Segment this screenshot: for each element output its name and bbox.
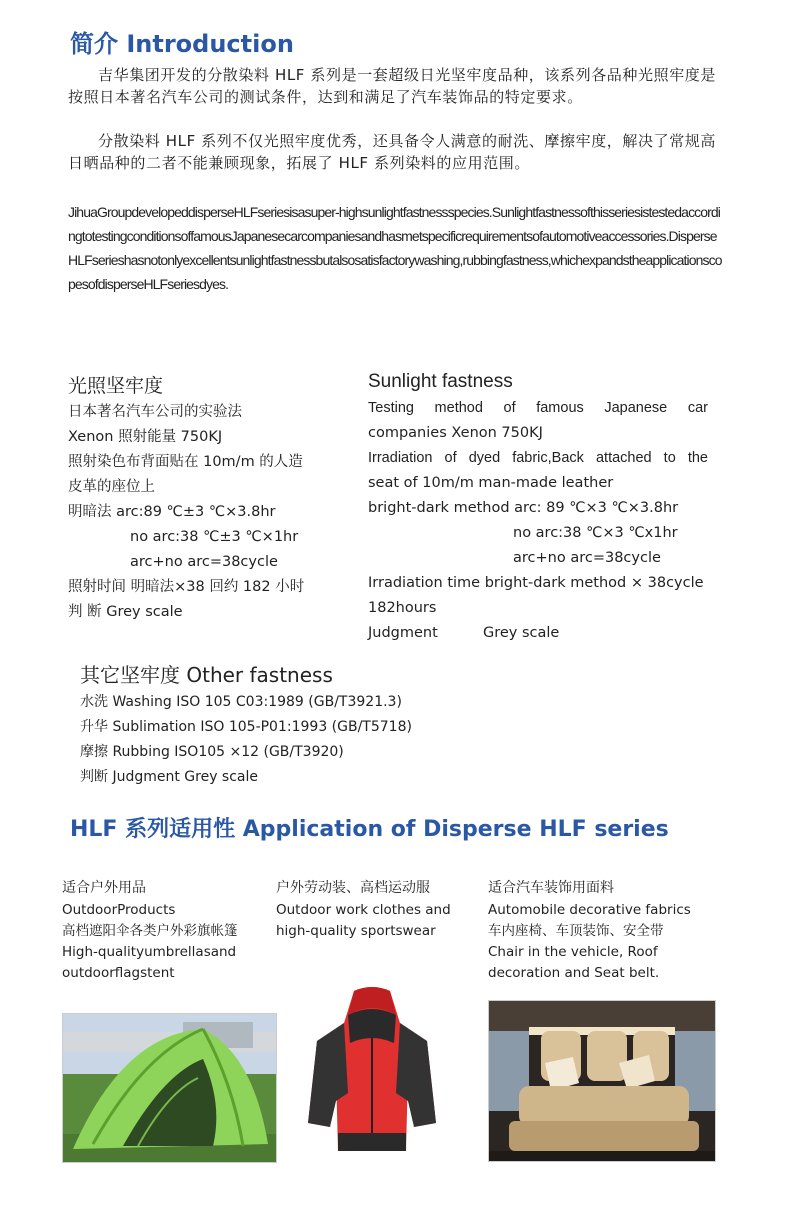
sunlight-zh-line: 日本著名汽车公司的实验法 bbox=[68, 404, 242, 420]
app-col-heading: 适合汽车装饰用面料 bbox=[488, 880, 614, 896]
application-col-automobile bbox=[488, 876, 718, 984]
application-title: HLF 系列适用性 Application of Disperse HLF series bbox=[70, 817, 669, 842]
intro-title: 简介 Introduction bbox=[70, 30, 294, 58]
sunlight-en-block bbox=[368, 368, 708, 646]
jacket-illustration bbox=[302, 983, 442, 1155]
other-fastness-line: 水洗 Washing ISO 105 C03:1989 (GB/T3921.3) bbox=[80, 694, 402, 710]
sunlight-en-title: Sunlight fastness bbox=[368, 371, 513, 392]
app-col-line: 车内座椅、车顶装饰、安全带 bbox=[488, 923, 664, 939]
sunlight-en-line: 182hours bbox=[368, 600, 437, 616]
sunlight-zh-line: 皮革的座位上 bbox=[68, 479, 155, 495]
sunlight-zh-line: 明暗法 arc:89 ℃±3 ℃×3.8hr bbox=[68, 504, 276, 520]
sunlight-zh-line: 照射染色布背面贴在 10m/m 的人造 bbox=[68, 454, 303, 470]
tent-illustration bbox=[63, 1014, 276, 1162]
sunlight-en-line: Testing method of famous Japanese car bbox=[368, 400, 708, 416]
sunlight-en-line: Irradiation of dyed fabric,Back attached to the bbox=[368, 450, 708, 466]
other-fastness-line: 升华 Sublimation ISO 105-P01:1993 (GB/T5718) bbox=[80, 719, 412, 735]
sunlight-zh-line: Xenon 照射能量 750KJ bbox=[68, 429, 223, 445]
car-interior-illustration bbox=[489, 1001, 715, 1161]
sunlight-zh-line: 照射时间 明暗法×38 回约 182 小时 bbox=[68, 579, 305, 595]
intro-zh-paragraph-2: 分散染料 HLF 系列不仅光照牢度优秀，还具备令人满意的耐洗、摩擦牢度，解决了常规高日晒品种的二者不能兼顾现象，拓展了 HLF 系列染料的应用范围。 bbox=[68, 132, 717, 172]
sunlight-en-line: seat of 10m/m man-made leather bbox=[368, 475, 614, 491]
application-col-outdoor bbox=[62, 876, 272, 984]
app-col-line: OutdoorProducts bbox=[62, 902, 176, 918]
sunlight-zh-block bbox=[68, 372, 368, 625]
app-col-line: Automobile decorative fabrics bbox=[488, 902, 691, 918]
app-col-heading: 户外劳动装、高档运动服 bbox=[276, 880, 430, 896]
judgment-label: Judgment bbox=[368, 625, 438, 641]
sunlight-en-line: bright-dark method arc: 89 ℃×3 ℃×3.8hr bbox=[368, 500, 679, 516]
app-col-line: 高档遮阳伞各类户外彩旗帐篷 bbox=[62, 923, 238, 939]
jacket-photo bbox=[302, 983, 442, 1155]
car-interior-photo bbox=[488, 1000, 716, 1162]
sunlight-en-line: Irradiation time bright-dark method × 38cycle bbox=[368, 575, 704, 591]
sunlight-zh-line: arc+no arc=38cycle bbox=[130, 554, 278, 570]
sunlight-en-line: companies Xenon 750KJ bbox=[368, 425, 543, 441]
sunlight-zh-line: no arc:38 ℃±3 ℃×1hr bbox=[130, 529, 299, 545]
judgment-value: Grey scale bbox=[483, 625, 560, 641]
other-fastness-line: 判断 Judgment Grey scale bbox=[80, 769, 259, 785]
sunlight-zh-title: 光照坚牢度 bbox=[68, 375, 164, 397]
other-fastness-block bbox=[80, 660, 412, 790]
app-col-line: Chair in the vehicle, Roof bbox=[488, 944, 658, 960]
app-col-heading: 适合户外用品 bbox=[62, 880, 146, 896]
app-col-line: High-qualityumbrellasand bbox=[62, 944, 237, 960]
sunlight-en-judgment-row bbox=[368, 621, 708, 646]
sunlight-en-line: no arc:38 ℃×3 ℃x1hr bbox=[513, 525, 678, 541]
intro-zh-paragraph-1: 吉华集团开发的分散染料 HLF 系列是一套超级日光坚牢度品种，该系列各品种光照牢度是按照日本著名汽车公司的测试条件，达到和满足了汽车装饰品的特定要求。 bbox=[68, 66, 717, 106]
other-fastness-title: 其它坚牢度 Other fastness bbox=[80, 663, 333, 687]
other-fastness-line: 摩擦 Rubbing ISO105 ×12 (GB/T3920) bbox=[80, 744, 344, 760]
app-col-line: decoration and Seat belt. bbox=[488, 965, 660, 981]
intro-en-paragraph: JihuaGroupdevelopeddisperseHLFseriesisasuper-highsunlightfastnessspecies.SunlightfastnessofthisseriesistestedaccordingtotestingconditionsoffamousJapanesecarcompaniesandhasmetspecificrequirementsofautomotiveaccessories.DisperseHLFserieshasnotonlyexcellentsunlightfastnessbutalsosatisfactorywashing,rubbingfastness,whichexpandstheapplicationscopesofdisperseHLFseriesdyes. bbox=[68, 204, 722, 292]
application-col-clothing bbox=[276, 876, 476, 942]
app-col-line: Outdoor work clothes and bbox=[276, 902, 451, 918]
sunlight-zh-line: 判 断 Grey scale bbox=[68, 604, 183, 620]
app-col-line: high-quality sportswear bbox=[276, 923, 436, 939]
app-col-line: outdoorflagstent bbox=[62, 965, 175, 981]
sunlight-en-line: arc+no arc=38cycle bbox=[513, 550, 661, 566]
tent-photo bbox=[62, 1013, 277, 1163]
